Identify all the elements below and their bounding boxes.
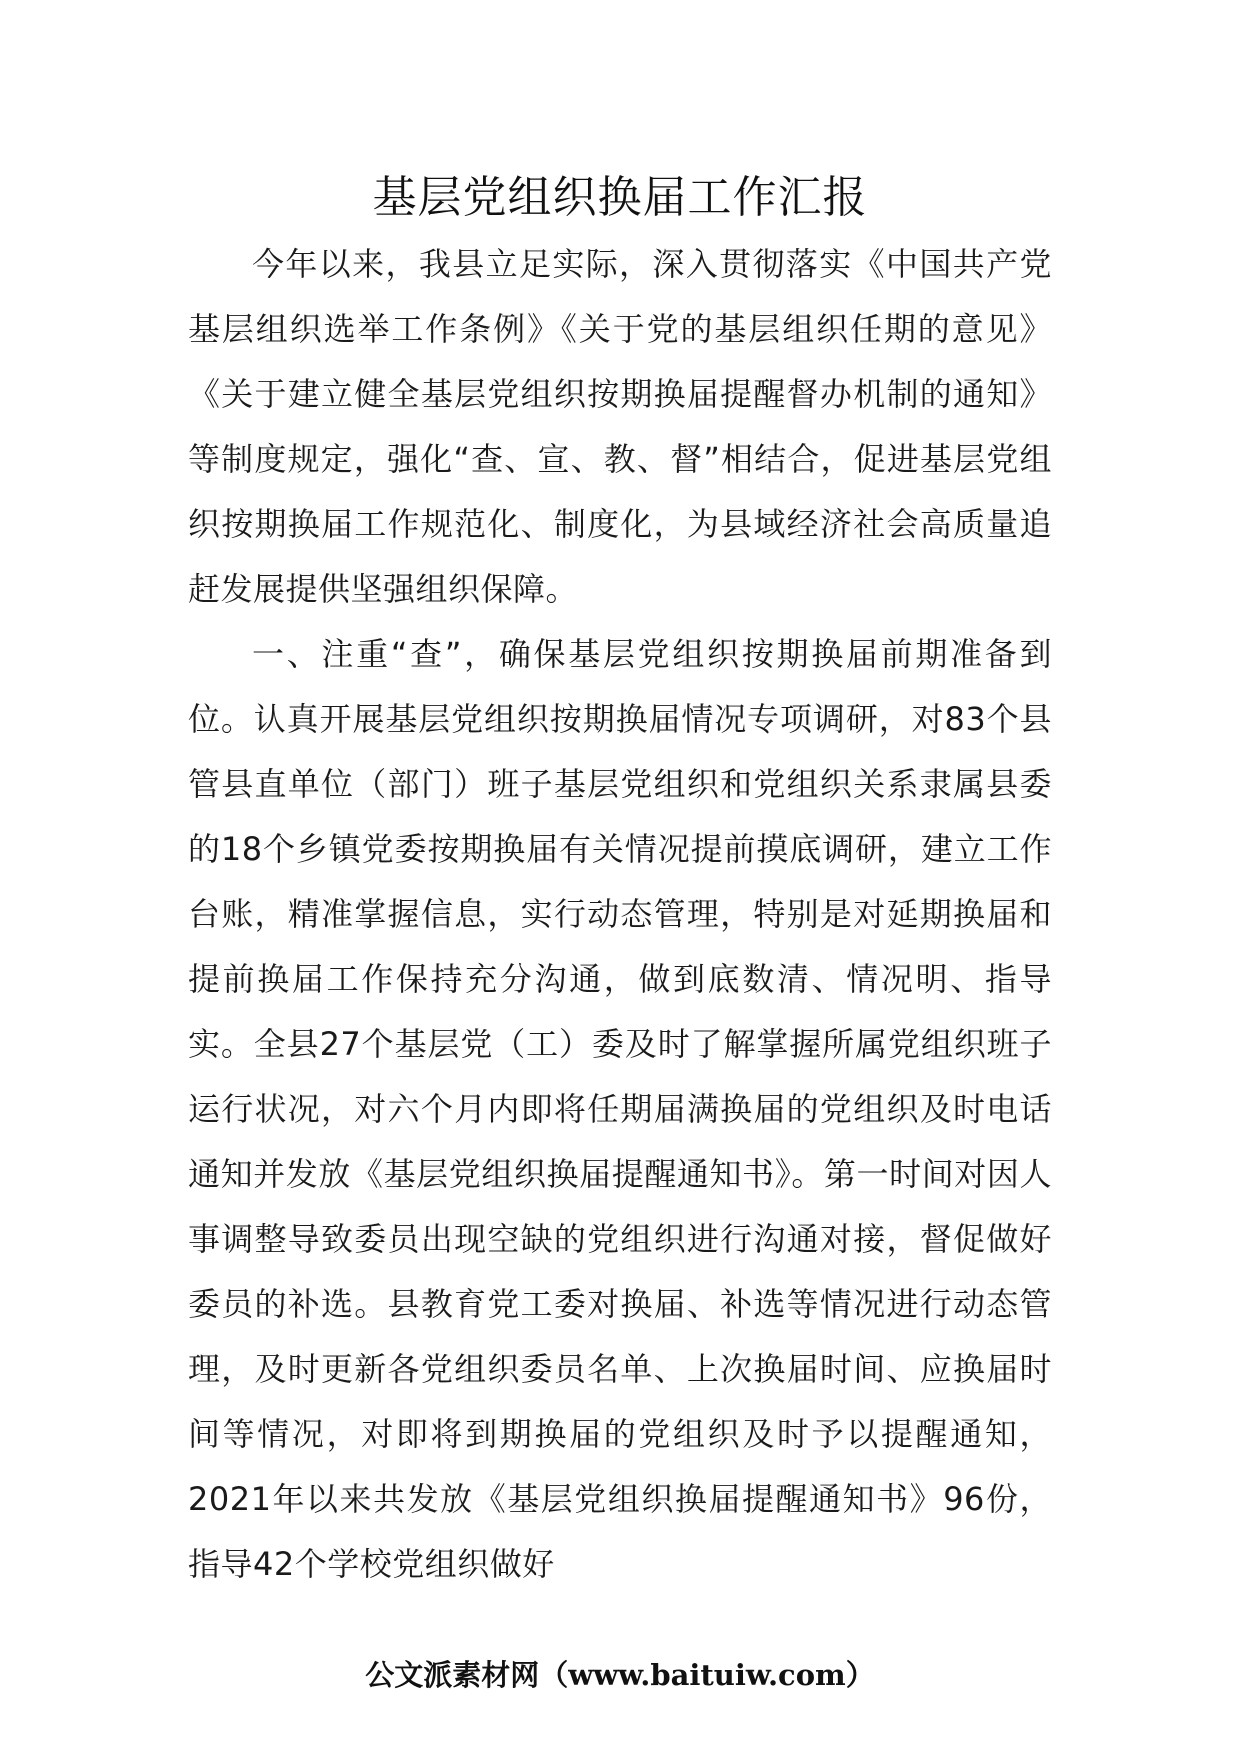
- document-title: 基层党组织换届工作汇报: [372, 172, 868, 223]
- footer-source-watermark: 公文派素材网（www.baituiw.com）: [365, 1658, 875, 1692]
- document-body: [188, 232, 1052, 1597]
- paragraph-section-one: 一、注重“查”，确保基层党组织按期换届前期准备到位。认真开展基层党组织按期换届情况专项调研，对83个县管县直单位（部门）班子基层党组织和党组织关系隶属县委的18个乡镇党委按期换届有关情况提前摸底调研，建立工作台账，精准掌握信息，实行动态管理，特别是对延期换届和提前换届工作保持充分沟通，做到底数清、情况明、指导实。全县27个基层党（工）委及时了解掌握所属党组织班子运行状况，对六个月内即将任期届满换届的党组织及时电话通知并发放《基层党组织换届提醒通知书》。第一时间对因人事调整导致委员出现空缺的党组织进行沟通对接，督促做好委员的补选。县教育党工委对换届、补选等情况进行动态管理，及时更新各党组织委员名单、上次换届时间、应换届时间等情况，对即将到期换届的党组织及时予以提醒通知，2021年以来共发放《基层党组织换届提醒通知书》96份，指导42个学校党组织做好: [188, 635, 1052, 1583]
- paragraph-intro: 今年以来，我县立足实际，深入贯彻落实《中国共产党基层组织选举工作条例》《关于党的基层组织任期的意见》《关于建立健全基层党组织按期换届提醒督办机制的通知》等制度规定，强化“查、宣、教、督”相结合，促进基层党组织按期换届工作规范化、制度化，为县域经济社会高质量追赶发展提供坚强组织保障。: [188, 245, 1052, 608]
